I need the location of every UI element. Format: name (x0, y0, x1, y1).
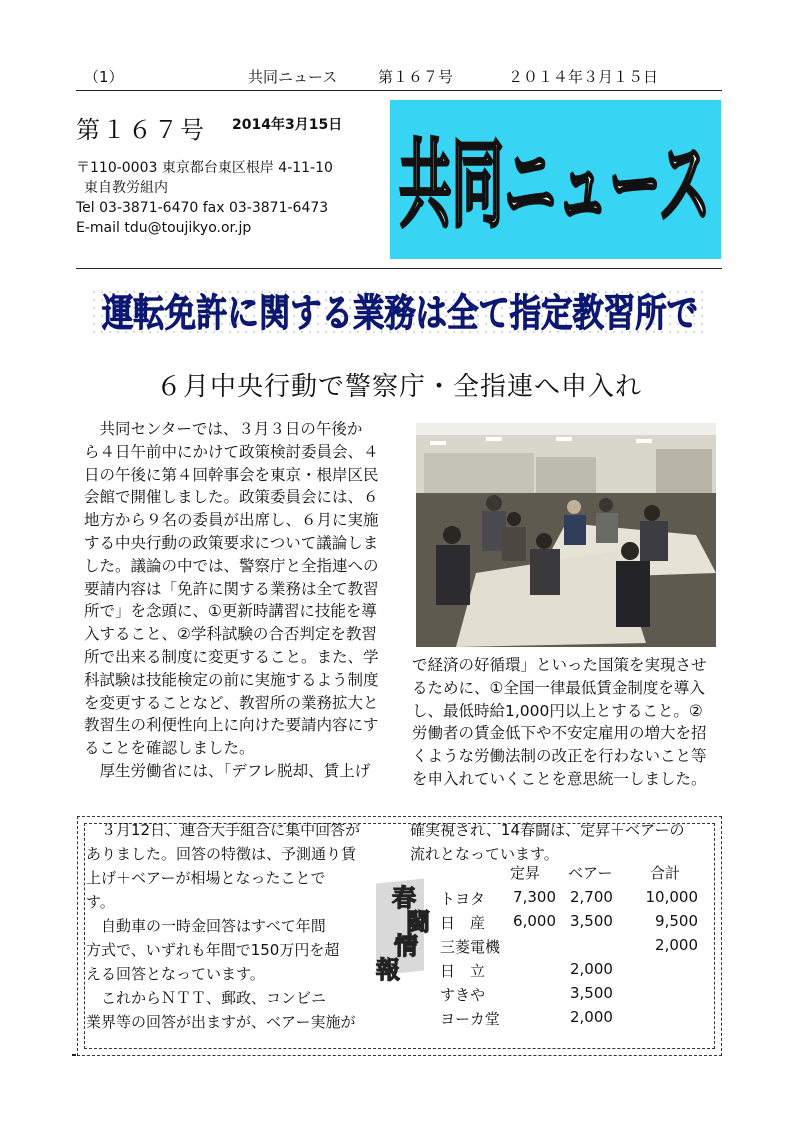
text-line: を申入れていくことを意思統一しました。 (412, 769, 707, 788)
shunto-joho-badge (372, 878, 428, 982)
box-text-left (86, 818, 376, 1034)
text-line: で経済の好循環」といった国策を実現させ (412, 656, 707, 674)
headline: 運転免許に関する業務は全て指定教習所で (102, 290, 698, 335)
address-email: E-mail tdu@toujikyo.or.jp (76, 220, 252, 236)
text-line: 日の午後に第４回幹事会を東京・根岸区民 (84, 465, 379, 484)
table-header-total: 合計 (650, 864, 681, 882)
page-number: （1） (84, 68, 124, 86)
text-line: を変更することなど、教習所の業務拡大と (84, 693, 379, 712)
running-date: ２０１４年３月１５日 (508, 68, 659, 86)
text-line: ３月12日、連合大手組合に集中回答が (101, 821, 361, 839)
table-cell-bear: 2,700 (570, 888, 613, 906)
text-line: した。議論の中では、警察庁と全指連への (84, 556, 379, 575)
issue-date: 2014年3月15日 (232, 117, 343, 133)
table-cell-teisho: 7,300 (513, 888, 556, 906)
text-line: これからＮＴＴ、郵政、コンビニ (101, 989, 327, 1007)
masthead-rule (76, 268, 722, 269)
corner-mark (72, 1054, 76, 1056)
table-cell-teisho: 6,000 (513, 912, 556, 930)
address-block (76, 158, 396, 238)
text-line: 地方から９名の委員が出席し、６月に実施 (84, 511, 379, 530)
address-phone: Tel 03-3871-6470 fax 03-3871-6473 (76, 200, 329, 216)
text-line: 上げ＋ベアーが相場となったことで (86, 869, 326, 887)
text-line: ありました。回答の特徴は、予測通り賃 (86, 845, 357, 863)
running-paper-name: 共同ニュース (248, 68, 338, 86)
text-line: ら４日午前中にかけて政策検討委員会、４ (84, 442, 379, 461)
box-text-right (410, 818, 710, 866)
text-line: ることを確認しました。 (84, 739, 255, 758)
text-line: する中央行動の政策要求について議論しま (84, 533, 379, 552)
masthead (390, 100, 721, 259)
table-header-bear: ベアー (568, 864, 613, 882)
issue-label: 第１６７号 (76, 116, 206, 144)
text-line: 要請内容は「免許に関する業務は全て教習 (84, 579, 379, 598)
masthead-title: 共同ニュース (399, 128, 711, 241)
headline-banner (92, 282, 708, 342)
table-cell-bear: 3,500 (570, 912, 613, 930)
table-cell-company: 日 立 (440, 962, 486, 980)
table-cell-bear: 2,000 (570, 960, 613, 978)
badge-char-4: 報 (376, 955, 400, 984)
text-line: るために、①全国一律最低賃金制度を導入 (412, 678, 705, 697)
table-cell-total: 2,000 (655, 936, 698, 954)
text-line: 教習生の利便性向上に向けた要請内容にす (84, 716, 379, 735)
table-cell-company: ヨーカ堂 (440, 1010, 500, 1028)
address-org: 東自教労組内 (84, 180, 168, 196)
running-header (76, 64, 722, 90)
badge-char-3: 情 (394, 931, 418, 960)
table-cell-total: 10,000 (645, 888, 698, 906)
table-cell-company: トヨタ (440, 890, 486, 908)
settlement-table (440, 862, 720, 1032)
address-postal: 〒110-0003 東京都台東区根岸 4-11-10 (76, 160, 333, 176)
text-line: 労働者の賃金低下や不安定雇用の増大を招 (412, 724, 707, 743)
subheadline: ６月中央行動で警察庁・全指連へ申入れ (155, 372, 642, 402)
table-header-teisho: 定昇 (510, 864, 541, 882)
meeting-photo (416, 423, 716, 647)
table-cell-company: すきや (440, 986, 486, 1004)
table-cell-bear: 2,000 (570, 1008, 613, 1026)
header-rule (76, 90, 722, 91)
table-cell-total: 9,500 (655, 912, 698, 930)
text-line: 業界等の回答が出ますが、ベアー実施が (86, 1013, 356, 1031)
text-line: くような労働法制の改正を行わないこと等 (412, 747, 707, 766)
text-line: す。 (86, 893, 115, 911)
text-line: 確実視され、14春闘は、定昇＋ベアーの (410, 821, 685, 839)
badge-char-2: 闘 (406, 907, 430, 936)
text-line: 方式で、いずれも年間で150万円を超 (86, 941, 340, 959)
text-line: 入すること、②学科試験の合否判定を教習 (84, 625, 377, 644)
table-cell-company: 三菱電機 (440, 938, 501, 956)
table-cell-bear: 3,500 (570, 984, 613, 1002)
text-line: える回答となっています。 (86, 965, 265, 983)
text-line: 共同センターでは、３月３日の午後か (99, 420, 363, 438)
text-line: 自動車の一時金回答はすべて年間 (101, 917, 326, 935)
article-column-left (84, 418, 406, 783)
text-line: 会館で開催しました。政策委員会には、６ (84, 488, 379, 507)
text-line: 科試験は技能検定の前に実施するよう制度 (84, 670, 379, 689)
badge-char-1: 春 (392, 883, 416, 912)
table-cell-company: 日 産 (440, 914, 486, 932)
masthead-title-graphic (390, 100, 721, 259)
text-line: 所で出来る制度に変更すること。また、学 (84, 647, 379, 666)
running-issue: 第１６７号 (378, 68, 454, 86)
text-line: 厚生労働省には、「デフレ脱却、賃上げ (99, 761, 371, 780)
text-line: 流れとなっています。 (410, 845, 559, 863)
article-column-right (412, 654, 724, 791)
text-line: 所で」を念頭に、①更新時講習に技能を導 (84, 602, 377, 621)
text-line: し、最低時給1,000円以上とすること。② (412, 701, 703, 720)
